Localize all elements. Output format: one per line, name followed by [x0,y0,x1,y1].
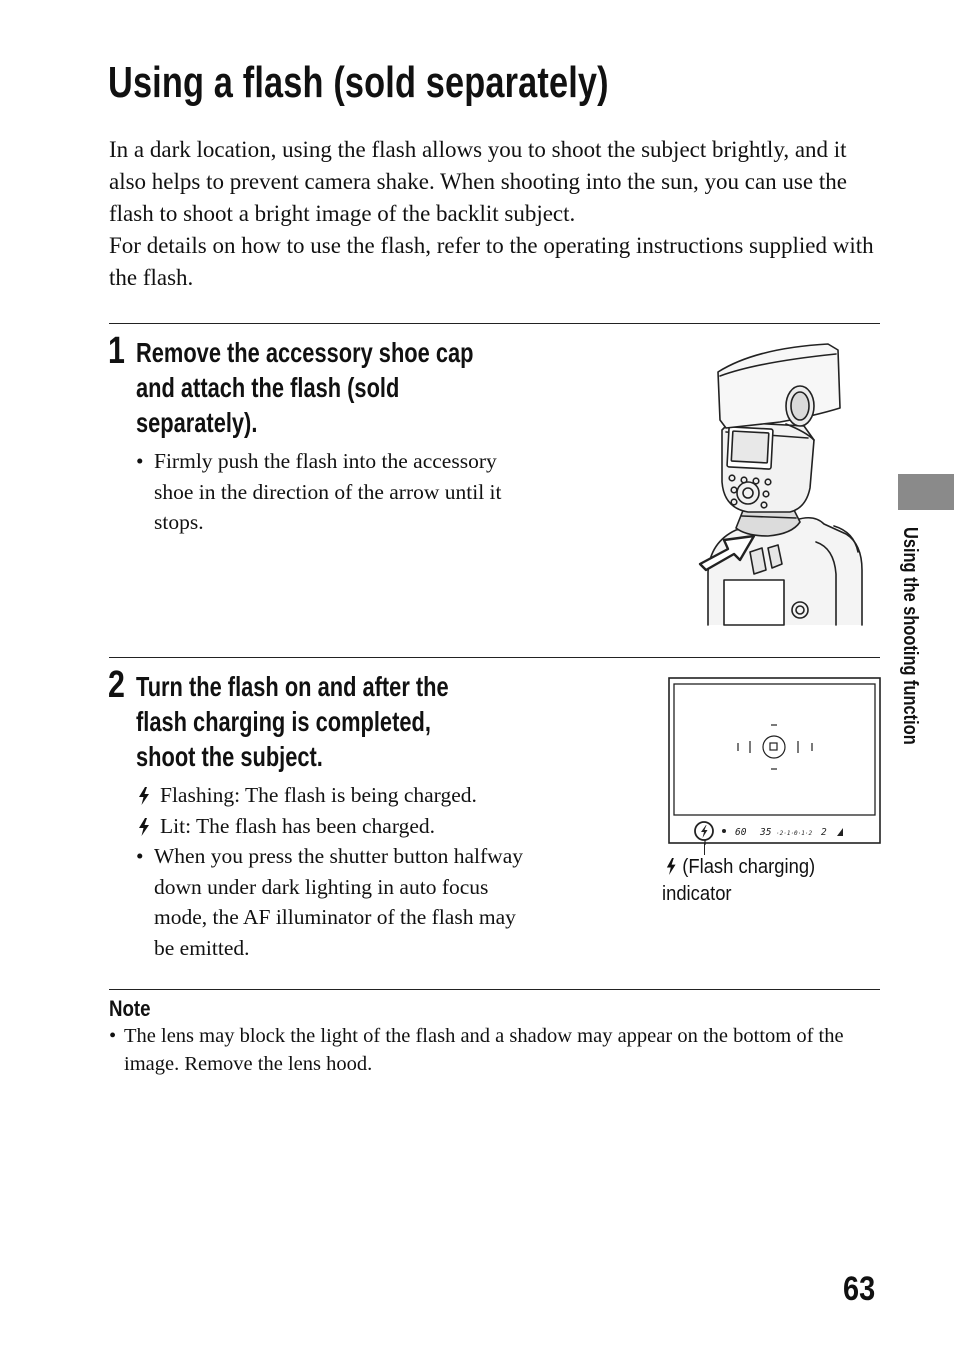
list-item [136,446,536,538]
note-title: Note [109,996,151,1021]
flashing-text: Flashing: The flash is being charged. [160,783,477,807]
viewfinder-shutter-readout: 60 [735,827,747,838]
viewfinder-aperture-readout: 35 [760,827,772,838]
step-2-heading-line: shoot the subject. [136,741,323,772]
step-1-number: 1 [108,330,125,372]
divider [109,657,880,658]
section-side-label [895,527,923,817]
step-1-heading-line: and attach the flash (sold [136,372,400,403]
list-item [136,811,536,842]
caption-line-1: (Flash charging) [682,856,816,878]
flash-mounting-illustration [696,342,870,627]
caption-line-2: indicator [662,883,732,905]
section-tab-marker [898,474,954,510]
intro-paragraph-2: For details on how to use the flash, refer to the operating instructions supplied with the flash. [109,233,874,290]
step-1-body [136,446,536,538]
list-item [136,841,536,963]
lit-text: Lit: The flash has been charged. [160,813,436,838]
step-2-number: 2 [108,664,125,706]
section-side-label-text: Using the shooting function [899,527,921,745]
bullet: • [109,1025,117,1047]
page-number: 63 [843,1270,876,1308]
step-2-body [136,780,536,963]
flash-icon [138,818,150,836]
list-item [109,1022,884,1078]
bullet: • [136,449,144,473]
viewfinder-illustration [668,677,881,845]
step-2-heading-line: Turn the flash on and after the [136,671,449,702]
step-1-heading-line: separately). [136,407,258,438]
note-body [109,1022,884,1078]
step-2-bullet-text: When you press the shutter button halfway down under dark lighting in auto focus mode, the AF illuminator of the flash may be emitted. [154,844,523,960]
step-1-bullet-text: Firmly push the flash into the accessory shoe in the direction of the arrow until it stops. [154,449,502,534]
viewfinder-frame-count: 2 [821,827,827,838]
flash-icon [138,787,150,805]
list-item [136,780,536,811]
intro-text [109,134,889,294]
flash-icon [666,858,677,875]
step-2-heading-line: flash charging is completed, [136,706,431,737]
note-text: The lens may block the light of the flash and a shadow may appear on the bottom of the image. Remove the lens hood. [124,1025,844,1075]
viewfinder-exposure-scale: ·2·1·0·1·2 [776,830,813,837]
step-1-heading [136,335,473,440]
step-1-heading-line: Remove the accessory shoe cap [136,337,474,368]
divider [109,323,880,324]
flash-indicator-caption [662,854,815,908]
bullet: • [136,844,144,868]
step-2-heading [136,669,449,774]
page-title: Using a flash (sold separately) [108,58,609,107]
divider [109,989,880,990]
intro-paragraph-1: In a dark location, using the flash allows you to shoot the subject brightly, and it also helps to prevent camera shake. When shooting into the sun, you can use the flash to shoot a bright image of the backlit subject. [109,137,847,226]
